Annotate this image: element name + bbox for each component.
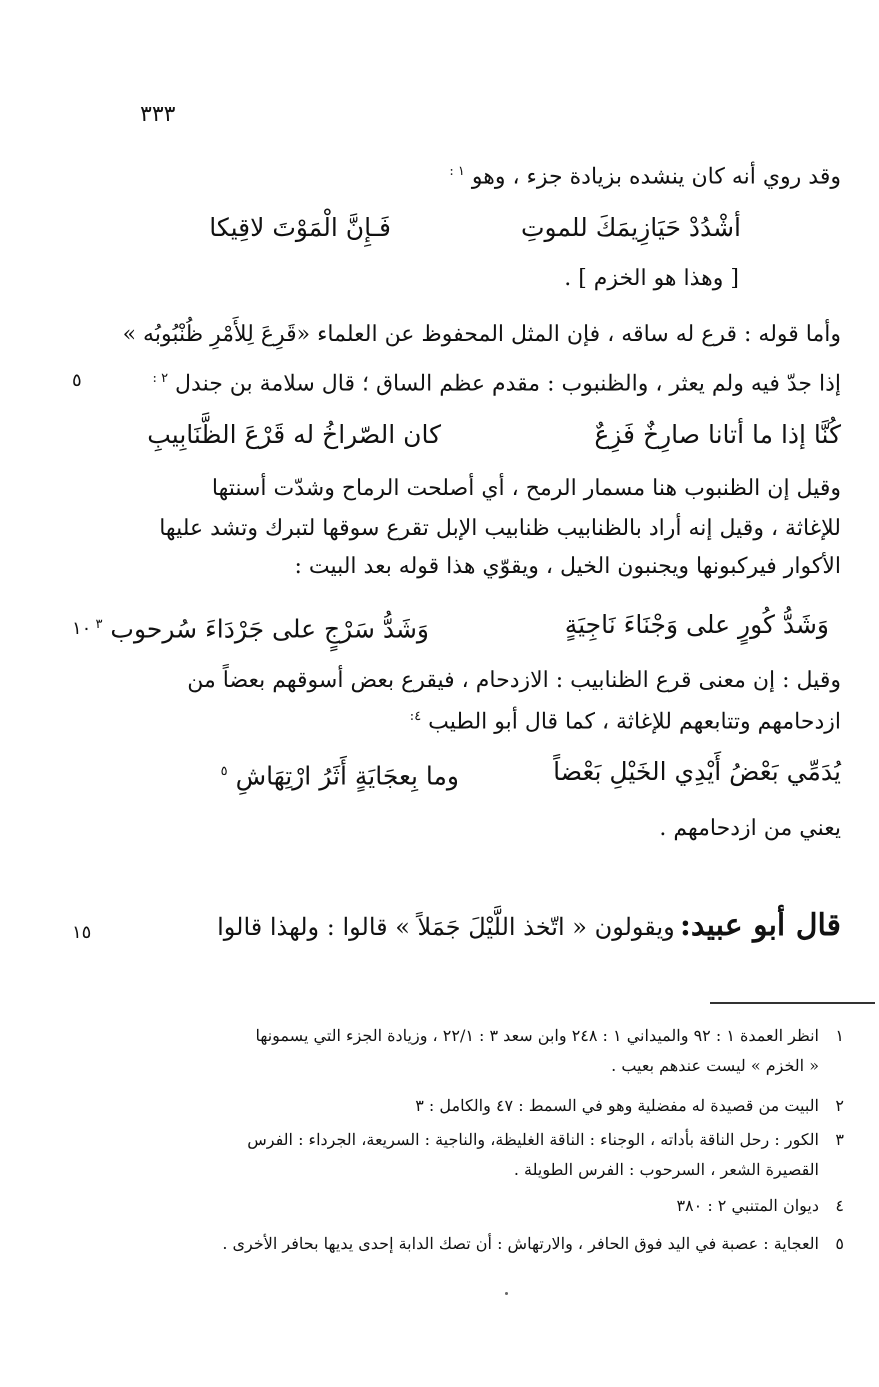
footnote xyxy=(0,1092,879,1122)
footnote-divider xyxy=(710,1002,875,1004)
footnote-text: « الخزم » ليست عندهم بعيب . xyxy=(611,1056,819,1075)
page-number: ٣٣٣ xyxy=(140,102,176,127)
text-line: للإغاثة ، وقيل إنه أراد بالظنابيب ظنابيب الإبل تقرع سوقها لتبرك وتشد عليها xyxy=(159,516,841,541)
footnote xyxy=(0,1126,879,1186)
section-heading-line: قال أبو عبيد: ويقولون « اتّخذ اللَّيْلَ جَمَلاً » قالوا : ولهذا قالوا xyxy=(217,908,841,943)
verse-hemistich-left: فَـإِنَّ الْمَوْتَ لاقِيكا xyxy=(209,213,391,242)
verse-hemistich-left: وما بِعجَايَةٍ أَثَرُ ارْتِهَاشِ $^٥$ xyxy=(220,761,459,791)
section-heading: قال أبو عبيد: xyxy=(679,908,841,943)
footnote xyxy=(0,1022,879,1082)
verse-hemistich-right: كُنَّا إذا ما أتانا صارِخٌ فَزِعٌ xyxy=(594,420,841,449)
text-line: إذا جدّ فيه ولم يعثر ، والظنبوب : مقدم عظم الساق ؛ قال سلامة بن جندل $^{٢ :}$ xyxy=(152,371,841,397)
footnote-number: ٤ xyxy=(835,1196,844,1215)
footnote-ref: ٤: xyxy=(409,709,422,724)
footnote xyxy=(0,1192,879,1222)
footnote-ref: ٢ : xyxy=(152,371,169,386)
footnote-ref: ١ : xyxy=(449,164,465,179)
text-line: وقد روي أنه كان ينشده بزيادة جزء ، وهو $^{١ :}$ xyxy=(449,164,841,190)
verse-hemistich-right: أشْدُدْ حَيَازِيمَكَ للموتِ xyxy=(520,213,741,242)
verse-line xyxy=(0,415,879,455)
verse-hemistich-right: يُدَمِّي بَعْضُ أَيْدِي الخَيْلِ بَعْضاً xyxy=(553,757,841,786)
footnote-text: العجاية : عصبة في اليد فوق الحافر ، والارتهاش : أن تصك الدابة إحدى يديها بحافر الأخرى . xyxy=(222,1234,819,1253)
footnote-text: انظر العمدة ١ : ٩٢ والميداني ١ : ٢٤٨ وابن سعد ٣ : ٢٢/١ ، وزيادة الجزء التي يسمونها xyxy=(255,1026,819,1045)
text-line: الأكوار فيركبونها ويجنبون الخيل ، ويقوّي هذا قوله بعد البيت : xyxy=(294,554,841,579)
page-speck xyxy=(505,1292,508,1295)
text-line: وقيل : إن معنى قرع الظنابيب : الازدحام ، فيقرع بعض أسوقهم بعضاً من xyxy=(187,668,841,693)
footnote-number: ١ xyxy=(835,1026,844,1045)
footnote-text: الكور : رحل الناقة بأداته ، الوجناء : الناقة الغليظة، والناجية : السريعة، الجرداء : الفرس xyxy=(247,1130,819,1149)
margin-line-number: ١٥ xyxy=(72,922,92,943)
verse-hemistich-right: وَشَدُّ كُورٍ على وَجْنَاءَ نَاجِيَةٍ xyxy=(564,610,829,639)
text-line: يعني من ازدحامهم . xyxy=(659,816,841,841)
verse-line xyxy=(0,208,879,248)
footnote xyxy=(0,1230,879,1260)
footnote-text: ديوان المتنبي ٢ : ٣٨٠ xyxy=(676,1196,819,1215)
footnote-ref: ٣ xyxy=(95,617,103,632)
footnote-number: ٥ xyxy=(835,1234,844,1253)
footnote-ref: ٥ xyxy=(220,764,228,779)
margin-line-number: ١٠ xyxy=(72,618,92,639)
text-line: وقيل إن الظنبوب هنا مسمار الرمح ، أي أصلحت الرماح وشدّت أسنتها xyxy=(211,476,841,501)
footnote-text: القصيرة الشعر ، السرحوب : الفرس الطويلة . xyxy=(513,1160,819,1179)
verse-hemistich-left: وَشَدُّ سَرْجٍ على جَرْدَاءَ سُرحوب $^٣$ xyxy=(95,614,429,644)
footnote-number: ٢ xyxy=(835,1096,844,1115)
text-line: [ وهذا هو الخزم ] . xyxy=(564,266,739,291)
verse-line xyxy=(0,605,879,645)
margin-line-number: ٥ xyxy=(72,370,82,391)
text-line: وأما قوله : قرع له ساقه ، فإن المثل المحفوظ عن العلماء «قَرِعَ لِلأَمْرِ ظُنْبُوبُه » xyxy=(122,322,841,347)
footnote-number: ٣ xyxy=(835,1130,844,1149)
verse-line xyxy=(0,752,879,792)
footnote-text: البيت من قصيدة له مفضلية وهو في السمط : ٤٧ والكامل : ٣ xyxy=(415,1096,819,1115)
verse-hemistich-left: كان الصّراخُ له قَرْعَ الظَّنَابِيبِ xyxy=(147,420,441,449)
text-line: ازدحامهم وتتابعهم للإغاثة ، كما قال أبو الطيب $^{٤:}$ xyxy=(409,709,841,735)
